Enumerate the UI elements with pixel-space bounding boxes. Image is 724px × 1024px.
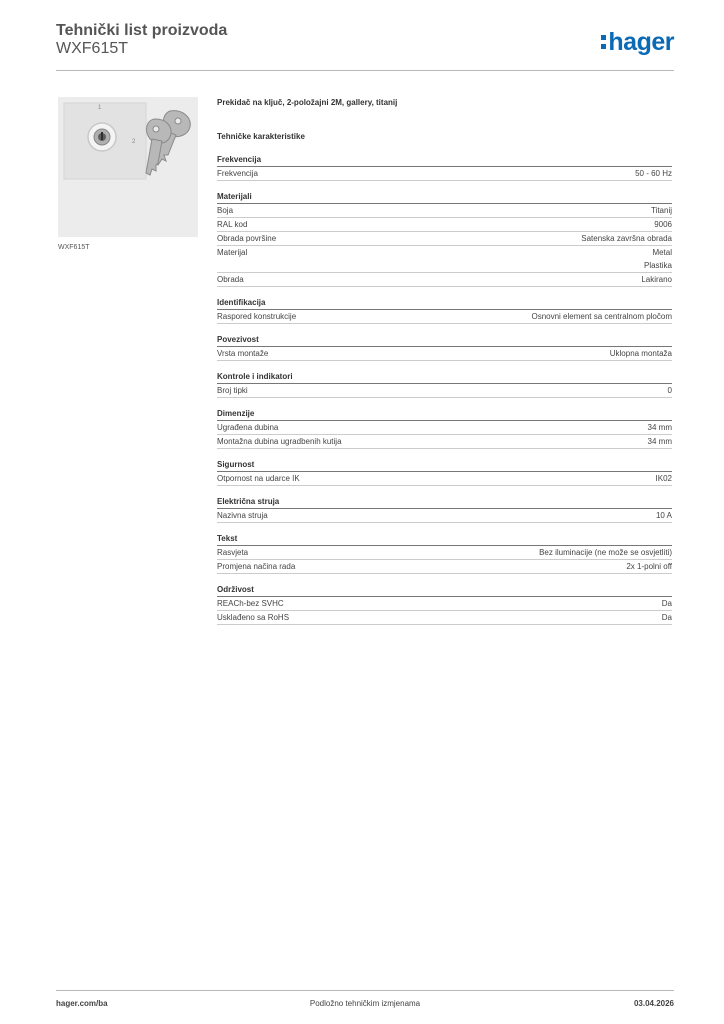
spec-row xyxy=(217,347,672,361)
spec-value xyxy=(581,232,672,245)
spec-label: Nazivna struja xyxy=(217,511,268,520)
spec-label: REACh-bez SVHC xyxy=(217,599,284,608)
spec-value-line: IK02 xyxy=(655,474,672,483)
spec-section xyxy=(217,296,672,324)
spec-value xyxy=(641,273,672,286)
spec-row xyxy=(217,310,672,324)
spec-value xyxy=(531,310,672,323)
characteristics-title: Tehničke karakteristike xyxy=(217,132,305,141)
spec-section xyxy=(217,532,672,574)
position-mark-2: 2 xyxy=(132,139,136,145)
spec-row xyxy=(217,435,672,449)
section-title: Materijali xyxy=(217,190,672,204)
spec-value-line: Metal xyxy=(652,248,672,257)
spec-value-line: Da xyxy=(661,613,672,622)
spec-row xyxy=(217,560,672,574)
spec-label: Rasvjeta xyxy=(217,548,249,557)
spec-value-line: Lakirano xyxy=(641,275,672,284)
spec-row xyxy=(217,232,672,246)
section-title: Kontrole i indikatori xyxy=(217,370,672,384)
spec-value xyxy=(635,167,672,180)
footer-date: 03.04.2026 xyxy=(633,999,674,1008)
spec-label: Broj tipki xyxy=(217,386,248,395)
spec-value xyxy=(626,560,672,573)
spec-value-line: Osnovni element sa centralnom pločom xyxy=(531,312,672,321)
spec-label: Usklađeno sa RoHS xyxy=(217,613,290,622)
logo-text: hager xyxy=(608,27,674,56)
spec-label: Materijal xyxy=(217,248,248,257)
position-mark-1: 1 xyxy=(98,105,102,111)
spec-row xyxy=(217,611,672,625)
spec-label: Frekvencija xyxy=(217,169,258,178)
spec-row xyxy=(217,246,672,273)
spec-label: Obrada površine xyxy=(217,234,277,243)
spec-section xyxy=(217,333,672,361)
spec-value xyxy=(662,611,672,624)
section-title: Sigurnost xyxy=(217,458,672,472)
spec-value xyxy=(656,472,672,485)
hager-logo xyxy=(601,26,674,58)
spec-value-line: Bez iluminacije (ne može se osvjetliti) xyxy=(539,548,672,557)
spec-value xyxy=(656,509,672,522)
spec-content xyxy=(217,96,672,625)
spec-section xyxy=(217,190,672,287)
section-title: Frekvencija xyxy=(217,153,672,167)
spec-value-line: Da xyxy=(661,599,672,608)
spec-value xyxy=(539,546,672,559)
spec-value-line: 2x 1-polni off xyxy=(626,562,672,571)
spec-value xyxy=(648,435,672,448)
spec-value-line: 0 xyxy=(667,386,672,395)
spec-value-line: 50 - 60 Hz xyxy=(635,169,672,178)
spec-label: Promjena načina rada xyxy=(217,562,296,571)
section-title: Električna struja xyxy=(217,495,672,509)
spec-label: RAL kod xyxy=(217,220,248,229)
spec-label: Otpornost na udarce IK xyxy=(217,474,300,483)
spec-value-line: 34 mm xyxy=(647,437,672,446)
section-title: Tekst xyxy=(217,532,672,546)
spec-row xyxy=(217,204,672,218)
image-caption: WXF615T xyxy=(58,244,90,251)
spec-value-line: 9006 xyxy=(654,220,672,229)
spec-section xyxy=(217,458,672,486)
spec-label: Vrsta montaže xyxy=(217,349,269,358)
spec-value-line: Uklopna montaža xyxy=(609,349,672,358)
product-description: Prekidač na ključ, 2-položajni 2M, gallery, titanij xyxy=(217,98,398,107)
document-title: Tehnički list proizvoda xyxy=(56,22,228,39)
page-header xyxy=(56,20,674,71)
product-image xyxy=(58,97,198,237)
spec-value xyxy=(648,421,672,434)
section-title: Povezivost xyxy=(217,333,672,347)
spec-row xyxy=(217,597,672,611)
footer-website: hager.com/ba xyxy=(56,999,108,1008)
spec-label: Obrada xyxy=(217,275,244,284)
document-subtitle: WXF615T xyxy=(56,40,129,57)
spec-value xyxy=(662,597,672,610)
spec-label: Boja xyxy=(217,206,234,215)
spec-row xyxy=(217,546,672,560)
page-footer xyxy=(56,990,674,1011)
spec-value-line: Plastika xyxy=(643,261,672,270)
logo-dots-icon xyxy=(601,33,606,51)
spec-row xyxy=(217,218,672,232)
spec-value-line: 10 A xyxy=(655,511,672,520)
spec-value-line: Satenska završna obrada xyxy=(581,234,672,243)
spec-section xyxy=(217,407,672,449)
spec-section xyxy=(217,370,672,398)
spec-value xyxy=(668,384,672,397)
spec-label: Montažna dubina ugradbenih kutija xyxy=(217,437,342,446)
spec-row xyxy=(217,472,672,486)
spec-value xyxy=(610,347,672,360)
spec-section xyxy=(217,495,672,523)
spec-row xyxy=(217,509,672,523)
section-title: Održivost xyxy=(217,583,672,597)
spec-row xyxy=(217,384,672,398)
key-switch-illustration xyxy=(58,97,198,237)
spec-row xyxy=(217,167,672,181)
spec-value xyxy=(644,246,672,272)
spec-sections xyxy=(217,153,672,625)
spec-label: Ugrađena dubina xyxy=(217,423,279,432)
spec-row xyxy=(217,273,672,287)
spec-value-line: 34 mm xyxy=(647,423,672,432)
spec-section xyxy=(217,583,672,625)
spec-value xyxy=(654,218,672,231)
footer-disclaimer: Podložno tehničkim izmjenama xyxy=(309,999,421,1008)
section-title: Dimenzije xyxy=(217,407,672,421)
spec-label: Raspored konstrukcije xyxy=(217,312,297,321)
spec-section xyxy=(217,153,672,181)
spec-value xyxy=(651,204,672,217)
section-title: Identifikacija xyxy=(217,296,672,310)
spec-row xyxy=(217,421,672,435)
spec-value-line: Titanij xyxy=(650,206,672,215)
